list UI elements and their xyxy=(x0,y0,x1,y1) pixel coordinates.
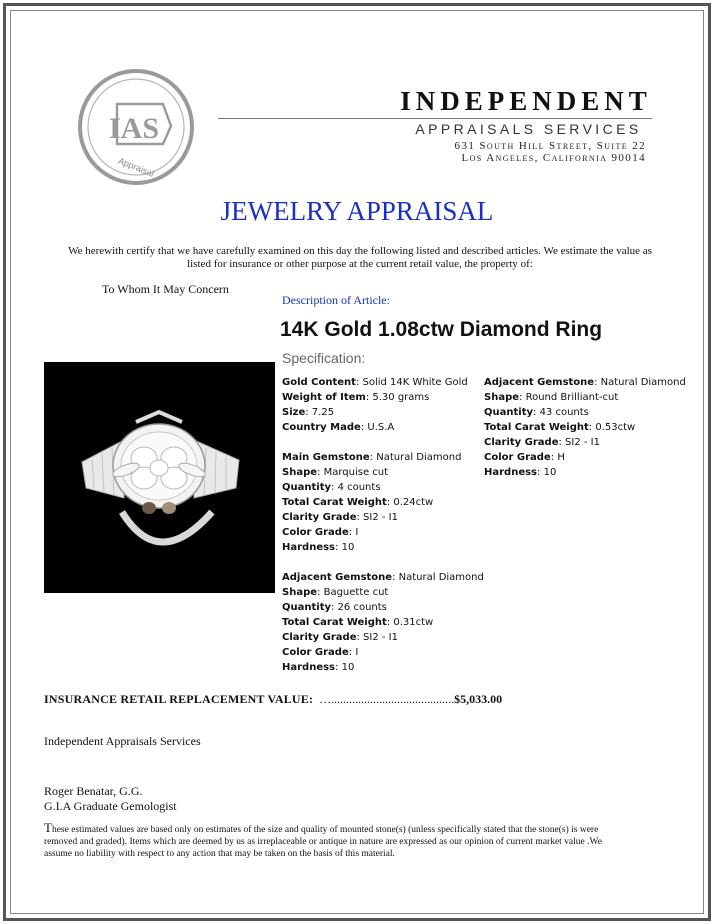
spec-gap xyxy=(282,555,484,570)
spec-key: Shape xyxy=(484,392,520,403)
spec-row: Size: 7.25 xyxy=(282,407,335,418)
ring-photo xyxy=(44,362,275,593)
spec-key: Gold Content xyxy=(282,377,356,388)
header-rule xyxy=(218,118,652,119)
spec-value: I xyxy=(355,527,359,538)
spec-key: Hardness xyxy=(282,542,336,553)
ias-logo xyxy=(77,68,195,186)
spec-value: H xyxy=(557,452,565,463)
spec-key: Color Grade xyxy=(282,527,349,538)
spec-row: Adjacent Gemstone: Natural Diamond xyxy=(484,377,686,388)
address-line-2: Los Angeles, California 90014 xyxy=(461,152,646,164)
spec-value: Natural Diamond xyxy=(600,377,686,388)
spec-value: 0.24ctw xyxy=(393,497,434,508)
spec-key: Shape xyxy=(282,587,318,598)
description-label: Description of Article: xyxy=(282,293,390,307)
insurance-amount: $5,033.00 xyxy=(454,692,503,706)
spec-row: Weight of Item: 5.30 grams xyxy=(282,392,430,403)
spec-key: Color Grade xyxy=(282,647,349,658)
document-title: JEWELRY APPRAISAL xyxy=(220,196,494,226)
spec-row: Gold Content: Solid 14K White Gold xyxy=(282,377,468,388)
spec-value: SI2 - I1 xyxy=(363,632,398,643)
spec-value: 10 xyxy=(341,542,355,553)
certification-text: We herewith certify that we have carefully examined on this day the following listed and described articles. We estimate the value as listed for insurance or other purpose at the current retail value, the property of: xyxy=(68,245,652,270)
signature-name: Roger Benatar, G.G. xyxy=(44,784,143,798)
spec-row: Shape: Marquise cut xyxy=(282,467,389,478)
spec-column-2 xyxy=(484,375,686,480)
insurance-label: INSURANCE RETAIL REPLACEMENT VALUE: xyxy=(44,692,314,706)
spec-row: Hardness: 10 xyxy=(282,662,355,673)
spec-value: 10 xyxy=(341,662,355,673)
company-subtitle: APPRAISALS SERVICES xyxy=(415,121,642,137)
spec-row: Main Gemstone: Natural Diamond xyxy=(282,452,462,463)
spec-value: SI2 - I1 xyxy=(363,512,398,523)
address-line-1: 631 South Hill Street, Suite 22 xyxy=(454,140,646,152)
spec-value: Marquise cut xyxy=(323,467,389,478)
spec-value: Natural Diamond xyxy=(376,452,462,463)
spec-value: Baguette cut xyxy=(323,587,389,598)
spec-key: Quantity xyxy=(282,482,331,493)
spec-row: Total Carat Weight: 0.31ctw xyxy=(282,617,434,628)
spec-row: Clarity Grade: SI2 - I1 xyxy=(282,512,398,523)
spec-key: Country Made xyxy=(282,422,361,433)
company-name: INDEPENDENT xyxy=(400,86,652,116)
spec-key: Color Grade xyxy=(484,452,551,463)
spec-value: I xyxy=(355,647,359,658)
spec-value: 10 xyxy=(543,467,557,478)
spec-row: Country Made: U.S.A xyxy=(282,422,395,433)
spec-row: Color Grade: I xyxy=(282,647,359,658)
spec-row: Shape: Round Brilliant-cut xyxy=(484,392,619,403)
spec-key: Size xyxy=(282,407,306,418)
spec-key: Total Carat Weight xyxy=(484,422,589,433)
spec-row: Color Grade: I xyxy=(282,527,359,538)
spec-value: 4 counts xyxy=(337,482,381,493)
spec-key: Clarity Grade xyxy=(484,437,559,448)
signature-company: Independent Appraisals Services xyxy=(44,734,201,748)
spec-key: Shape xyxy=(282,467,318,478)
spec-key: Total Carat Weight xyxy=(282,617,387,628)
disclaimer xyxy=(44,822,604,860)
recipient: To Whom It May Concern xyxy=(102,282,229,296)
disclaimer-text: hese estimated values are based only on estimates of the size and quality of mounted stone(s) (unless specifically stated that the stone(s) is were removed and graded). Items which are deemed by us as irreplaceable or antique in nature are expressed as our opinion of current market value .We assume no liability with respect to any action that may be taken on the basis of this material. xyxy=(44,825,602,859)
spec-gap xyxy=(282,435,484,450)
spec-value: Round Brilliant-cut xyxy=(525,392,619,403)
dot-leader: …......................................... xyxy=(319,692,455,706)
spec-key: Hardness xyxy=(484,467,538,478)
spec-row: Hardness: 10 xyxy=(484,467,557,478)
spec-row: Quantity: 4 counts xyxy=(282,482,381,493)
spec-row: Quantity: 43 counts xyxy=(484,407,589,418)
spec-key: Clarity Grade xyxy=(282,512,357,523)
spec-value: Natural Diamond xyxy=(398,572,484,583)
spec-row: Adjacent Gemstone: Natural Diamond xyxy=(282,572,484,583)
spec-value: 43 counts xyxy=(539,407,589,418)
spec-key: Weight of Item xyxy=(282,392,366,403)
spec-column-1 xyxy=(282,375,484,675)
spec-value: U.S.A xyxy=(367,422,395,433)
spec-row: Hardness: 10 xyxy=(282,542,355,553)
spec-key: Total Carat Weight xyxy=(282,497,387,508)
spec-value: Solid 14K White Gold xyxy=(362,377,468,388)
signature-credential: G.I.A Graduate Gemologist xyxy=(44,799,177,813)
insurance-value-line xyxy=(44,692,502,707)
spec-key: Hardness xyxy=(282,662,336,673)
spec-key: Quantity xyxy=(484,407,533,418)
spec-row: Color Grade: H xyxy=(484,452,565,463)
spec-row: Clarity Grade: SI2 - I1 xyxy=(484,437,600,448)
spec-row: Quantity: 26 counts xyxy=(282,602,387,613)
specification-label: Specification: xyxy=(282,350,366,366)
spec-row: Total Carat Weight: 0.24ctw xyxy=(282,497,434,508)
spec-row: Total Carat Weight: 0.53ctw xyxy=(484,422,636,433)
item-title: 14K Gold 1.08ctw Diamond Ring xyxy=(280,318,603,341)
spec-value: SI2 - I1 xyxy=(565,437,600,448)
spec-key: Main Gemstone xyxy=(282,452,370,463)
spec-value: 5.30 grams xyxy=(372,392,430,403)
spec-key: Quantity xyxy=(282,602,331,613)
spec-key: Adjacent Gemstone xyxy=(282,572,393,583)
spec-row: Clarity Grade: SI2 - I1 xyxy=(282,632,398,643)
spec-key: Clarity Grade xyxy=(282,632,357,643)
spec-value: 26 counts xyxy=(337,602,387,613)
svg-text:Appraisal: Appraisal xyxy=(116,155,156,179)
spec-value: 0.31ctw xyxy=(393,617,434,628)
spec-value: 7.25 xyxy=(311,407,335,418)
spec-value: 0.53ctw xyxy=(595,422,636,433)
svg-text:IAS: IAS xyxy=(108,112,160,145)
spec-key: Adjacent Gemstone xyxy=(484,377,595,388)
disclaimer-initial: T xyxy=(44,820,52,835)
spec-row: Shape: Baguette cut xyxy=(282,587,389,598)
